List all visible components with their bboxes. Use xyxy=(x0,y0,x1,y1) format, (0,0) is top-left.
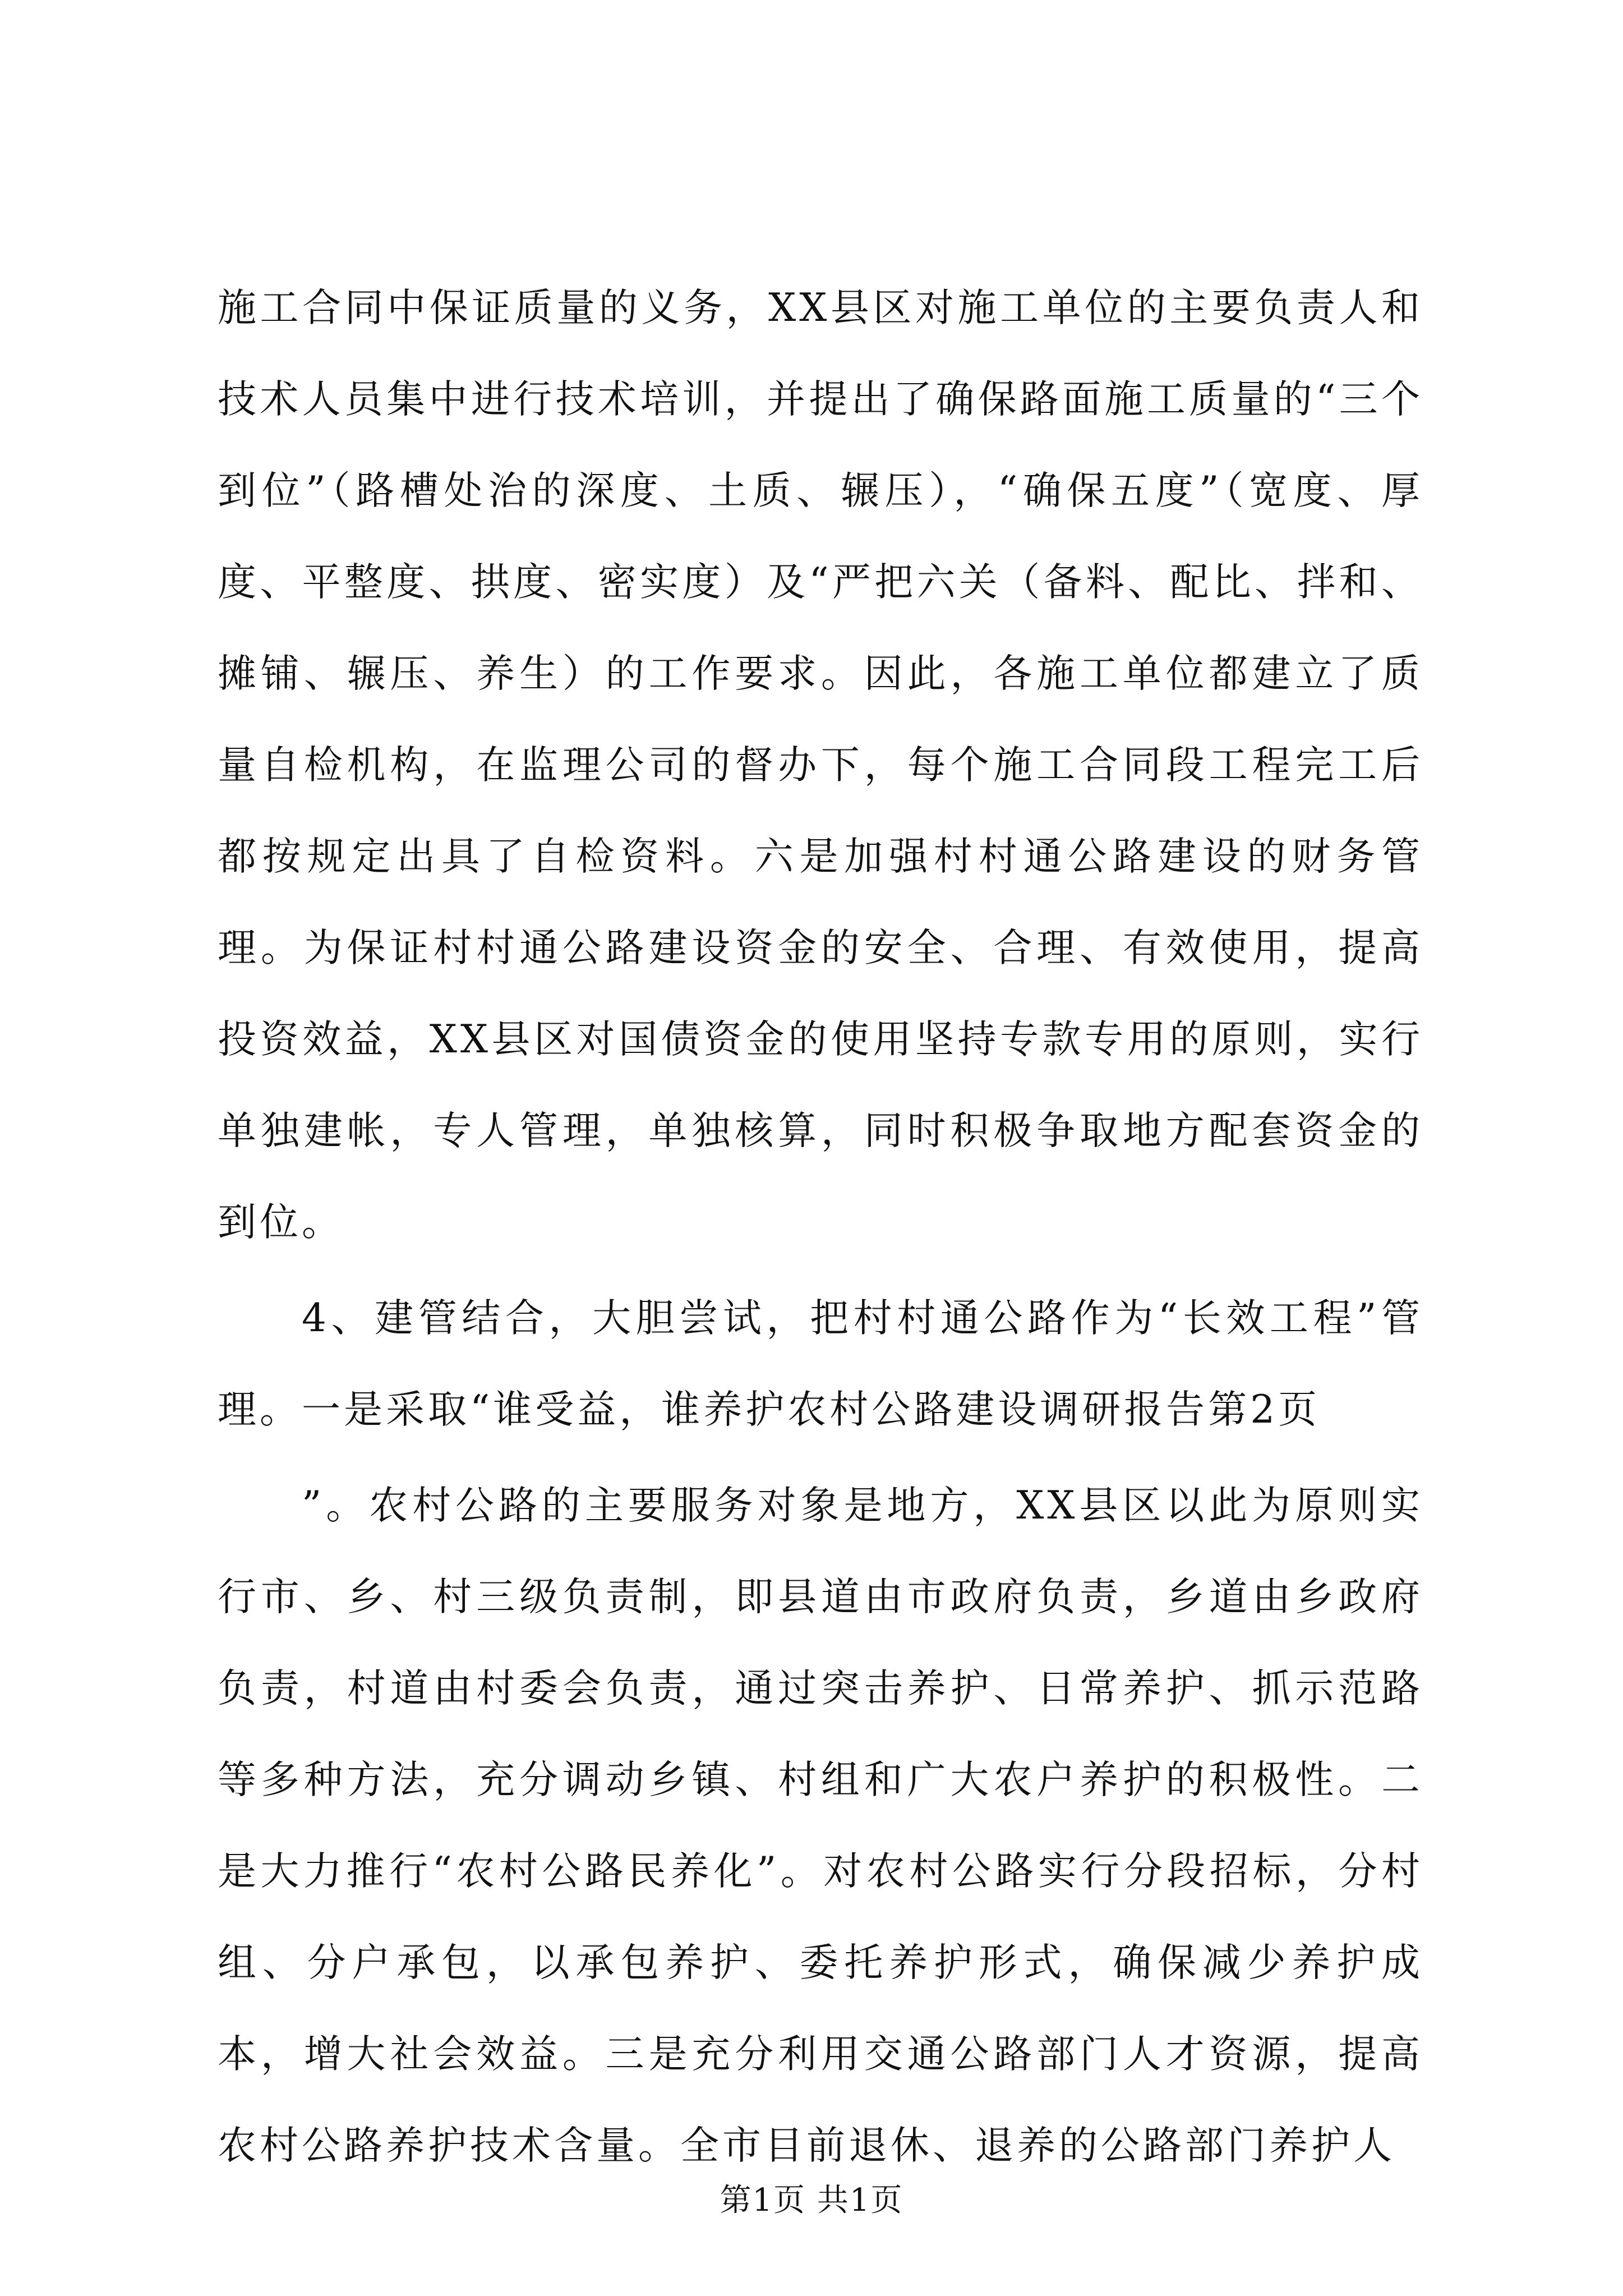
document-body xyxy=(218,263,1423,2192)
page-footer: 第1页 共1页 xyxy=(720,2182,903,2219)
paragraph-3: ”。农村公路的主要服务对象是地方，XX县区以此为原则实行市、乡、村三级负责制，即县道由市政府负责，乡道由乡政府负责，村道由村委会负责，通过突击养护、日常养护、抓示范路等多种方法，充分调动乡镇、村组和广大农户养护的积极性。二是大力推行“农村公路民养化”。对农村公路实行分段招标，分村组、分户承包，以承包养护、委托养护形式，确保减少养护成本，增大社会效益。三是充分利用交通公路部门人才资源，提高农村公路养护技术含量。全市目前退休、退养的公路部门养护人 xyxy=(218,1483,1423,2168)
paragraph-2: 4、建管结合，大胆尝试，把村村通公路作为“长效工程”管理。一是采取“谁受益，谁养护农村公路建设调研报告第2页 xyxy=(218,1296,1423,1432)
paragraph-1: 施工合同中保证质量的义务，XX县区对施工单位的主要负责人和技术人员集中进行技术培训，并提出了确保路面施工质量的“三个到位”（路槽处治的深度、土质、辗压），“确保五度”（宽度、厚度、平整度、拱度、密实度）及“严把六关（备料、配比、拌和、摊铺、辗压、养生）的工作要求。因此，各施工单位都建立了质量自检机构，在监理公司的督办下，每个施工合同段工程完工后都按规定出具了自检资料。六是加强村村通公路建设的财务管理。为保证村村通公路建设资金的安全、合理、有效使用，提高投资效益，XX县区对国债资金的使用坚持专款专用的原则，实行单独建帐，专人管理，单独核算，同时积极争取地方配套资金的到位。 xyxy=(218,286,1423,1245)
